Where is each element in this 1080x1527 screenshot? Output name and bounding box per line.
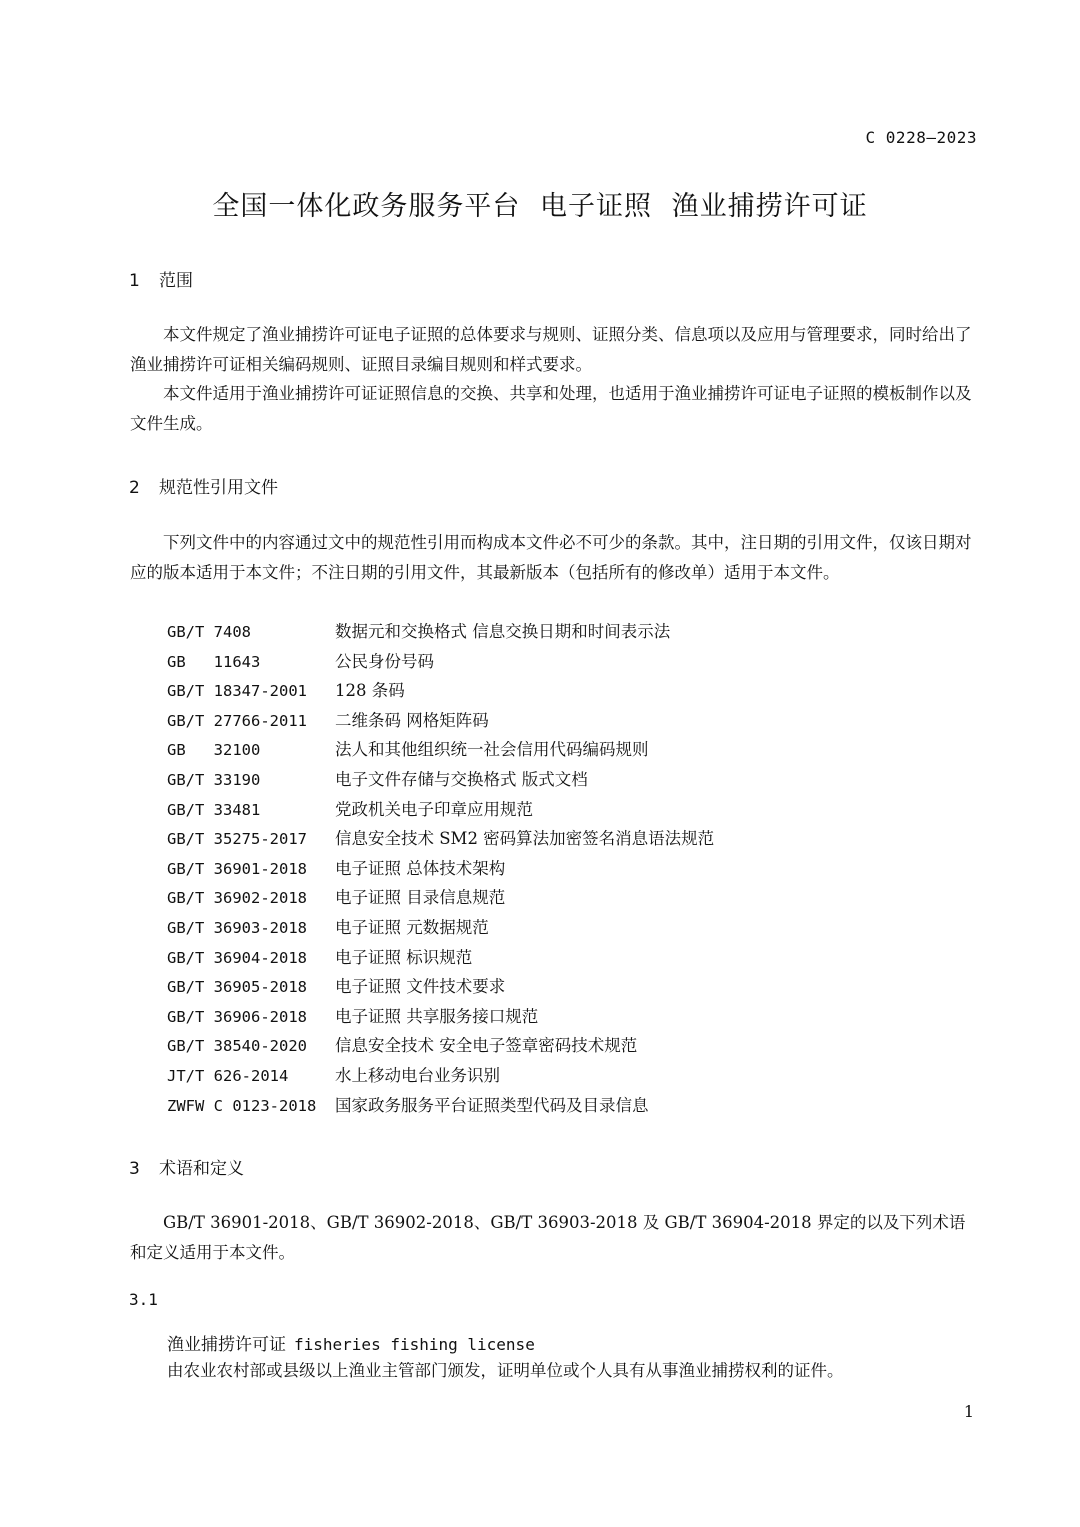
section-heading-scope bbox=[129, 266, 193, 291]
reference-name: 电子证照 标识规范 bbox=[335, 947, 473, 967]
scope-text bbox=[130, 320, 980, 438]
section-heading-normative bbox=[129, 473, 278, 498]
reference-code: ZWFW C 0123-2018 bbox=[167, 1096, 317, 1115]
paragraph: 下列文件中的内容通过文中的规范性引用而构成本文件必不可少的条款。其中，注日期的引用文件，仅该日期对应的版本适用于本文件；不注日期的引用文件，其最新版本（包括所有的修改单）适用于本文件。 bbox=[130, 533, 972, 582]
reference-name: 电子证照 总体技术架构 bbox=[335, 858, 506, 878]
section-heading-terms bbox=[129, 1154, 244, 1179]
reference-name: 电子证照 目录信息规范 bbox=[335, 888, 506, 908]
reference-code: JT/T 626-2014 bbox=[167, 1066, 289, 1085]
reference-code: GB/T 27766-2011 bbox=[167, 711, 307, 730]
reference-code: GB/T 36904-2018 bbox=[167, 948, 307, 967]
reference-code: GB/T 36905-2018 bbox=[167, 978, 307, 997]
reference-code: GB/T 7408 bbox=[167, 623, 251, 641]
reference-item bbox=[167, 972, 714, 1002]
normative-intro bbox=[130, 528, 980, 587]
term-entry bbox=[167, 1330, 535, 1355]
reference-name: 128 条码 bbox=[335, 681, 405, 701]
reference-name: 电子证照 文件技术要求 bbox=[335, 977, 506, 997]
reference-item bbox=[167, 1031, 714, 1061]
term-definition: 由农业农村部或县级以上渔业主管部门颁发，证明单位或个人具有从事渔业捕捞权利的证件。 bbox=[167, 1361, 844, 1380]
reference-item bbox=[167, 854, 714, 884]
reference-code: GB 11643 bbox=[167, 652, 261, 671]
paragraph: GB/T 36901-2018、GB/T 36902-2018、GB/T 36903-2018 及 GB/T 36904-2018 界定的以及下列术语和定义适用于本文件。 bbox=[130, 1213, 966, 1262]
reference-item bbox=[167, 824, 714, 854]
reference-name: 信息安全技术 SM2 密码算法加密签名消息语法规范 bbox=[335, 829, 715, 849]
reference-item bbox=[167, 943, 714, 973]
reference-code: GB/T 36902-2018 bbox=[167, 889, 307, 908]
term-english: fisheries fishing license bbox=[294, 1335, 535, 1354]
reference-item bbox=[167, 1061, 714, 1091]
reference-item bbox=[167, 1091, 714, 1121]
reference-item bbox=[167, 676, 714, 706]
reference-item bbox=[167, 1002, 714, 1032]
reference-code: GB/T 18347-2001 bbox=[167, 682, 307, 701]
reference-code: GB/T 36903-2018 bbox=[167, 918, 307, 937]
reference-item bbox=[167, 706, 714, 736]
term-chinese: 渔业捕捞许可证 bbox=[167, 1335, 286, 1355]
reference-name: 法人和其他组织统一社会信用代码编码规则 bbox=[335, 740, 649, 760]
clause-number: 3.1 bbox=[129, 1290, 158, 1309]
reference-name: 水上移动电台业务识别 bbox=[335, 1065, 500, 1085]
reference-list bbox=[167, 617, 714, 1120]
reference-code: GB/T 36901-2018 bbox=[167, 859, 307, 878]
document-title: 全国一体化政务服务平台 电子证照 渔业捕捞许可证 bbox=[212, 191, 868, 222]
reference-code: GB/T 33190 bbox=[167, 770, 261, 789]
reference-name: 国家政务服务平台证照类型代码及目录信息 bbox=[335, 1095, 649, 1115]
section-title: 术语和定义 bbox=[159, 1159, 244, 1179]
section-number: 2 bbox=[129, 478, 140, 498]
reference-name: 电子文件存储与交换格式 版式文档 bbox=[335, 769, 588, 789]
section-number: 3 bbox=[129, 1159, 140, 1179]
paragraph: 本文件规定了渔业捕捞许可证电子证照的总体要求与规则、证照分类、信息项以及应用与管理要求，同时给出了渔业捕捞许可证相关编码规则、证照目录编目规则和样式要求。 bbox=[130, 325, 972, 374]
reference-name: 电子证照 共享服务接口规范 bbox=[335, 1006, 539, 1026]
reference-item bbox=[167, 647, 714, 677]
reference-name: 二维条码 网格矩阵码 bbox=[335, 710, 489, 730]
section-title: 规范性引用文件 bbox=[159, 478, 278, 498]
reference-code: GB 32100 bbox=[167, 741, 261, 760]
terms-intro bbox=[130, 1208, 980, 1267]
reference-name: 公民身份号码 bbox=[335, 651, 434, 671]
reference-name: 党政机关电子印章应用规范 bbox=[335, 799, 533, 819]
reference-name: 数据元和交换格式 信息交换日期和时间表示法 bbox=[335, 622, 671, 641]
reference-item bbox=[167, 735, 714, 765]
reference-code: GB/T 38540-2020 bbox=[167, 1037, 307, 1056]
reference-item bbox=[167, 765, 714, 795]
reference-item bbox=[167, 617, 714, 647]
reference-item bbox=[167, 913, 714, 943]
page-number: 1 bbox=[963, 1402, 974, 1421]
section-number: 1 bbox=[129, 271, 140, 291]
reference-item bbox=[167, 883, 714, 913]
reference-code: GB/T 35275-2017 bbox=[167, 830, 307, 849]
reference-name: 电子证照 元数据规范 bbox=[335, 917, 489, 937]
reference-name: 信息安全技术 安全电子签章密码技术规范 bbox=[335, 1036, 638, 1056]
reference-code: GB/T 36906-2018 bbox=[167, 1007, 307, 1026]
section-title: 范围 bbox=[159, 271, 193, 291]
reference-item bbox=[167, 795, 714, 825]
document-code: C 0228—2023 bbox=[865, 128, 977, 147]
reference-code: GB/T 33481 bbox=[167, 800, 261, 819]
paragraph: 本文件适用于渔业捕捞许可证证照信息的交换、共享和处理，也适用于渔业捕捞许可证电子证照的模板制作以及文件生成。 bbox=[130, 384, 972, 433]
